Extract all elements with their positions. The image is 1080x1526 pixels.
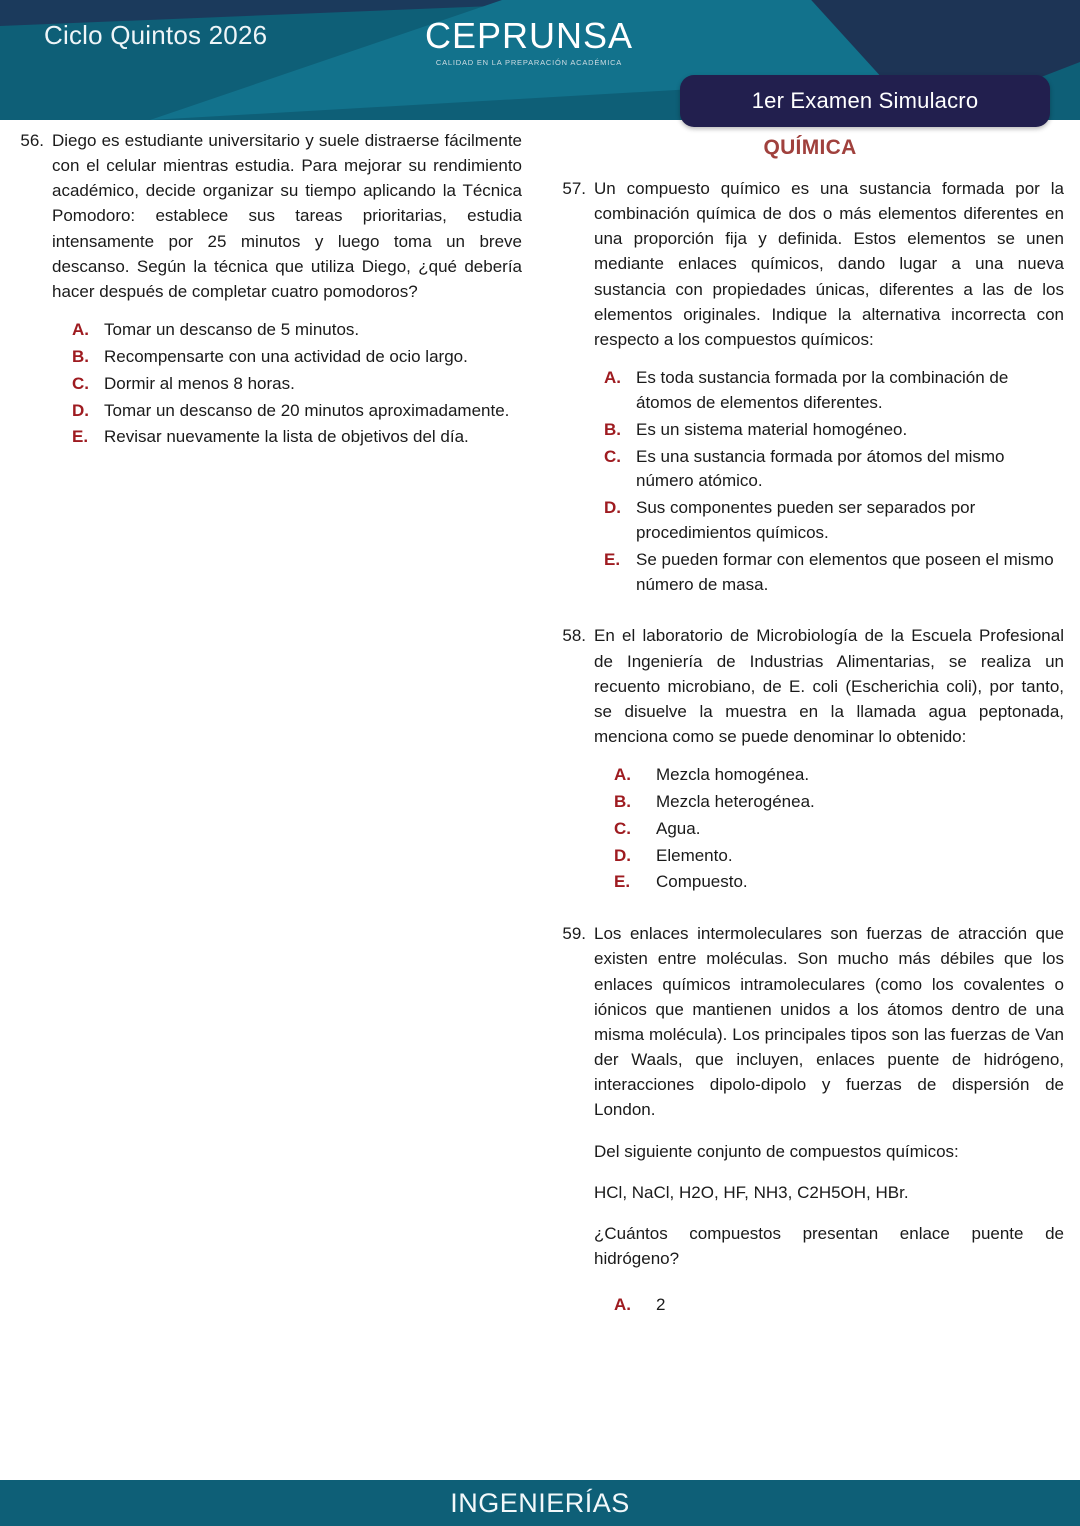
option-text: Revisar nuevamente la lista de objetivos del día. xyxy=(104,427,469,447)
option-text: Tomar un descanso de 20 minutos aproximadamente. xyxy=(104,400,510,420)
option-letter: A. xyxy=(604,368,621,388)
option-letter: B. xyxy=(72,346,89,366)
option-text: Dormir al menos 8 horas. xyxy=(104,373,295,393)
question-58 xyxy=(556,623,1064,749)
subject-heading-quimica: QUÍMICA xyxy=(763,136,857,159)
question-number: 57. xyxy=(562,179,586,198)
question-number: 59. xyxy=(562,924,586,944)
option-item[interactable] xyxy=(72,345,522,370)
option-item[interactable] xyxy=(604,445,1064,495)
option-letter: A. xyxy=(72,320,89,340)
question-text: Los enlaces intermoleculares son fuerzas de atracción que existen entre moléculas. Son mucho más débiles que los enlaces químicos intramoleculares (como los covalentes o iónicos que mantienen unidos a los átomos dentro de una misma molécula). Los principales tipos son las fuerzas de Van der Waals, que incluyen, enlaces puente de hidrógeno, interacciones dipolo-dipolo y fuerzas de dispersión de London. xyxy=(594,924,1064,1120)
question-text: Un compuesto químico es una sustancia formada por la combinación química de dos o más elementos diferentes en una proporción fija y definida. Estos elementos se unen mediante enlaces químicos, dando lugar a una nueva sustancia con propiedades únicas, diferentes a las de los elementos originales. Indique la alternativa incorrecta con respecto a los compuestos químicos: xyxy=(594,179,1064,349)
option-text: Tomar un descanso de 5 minutos. xyxy=(104,320,360,340)
option-text: Es un sistema material homogéneo. xyxy=(636,419,908,439)
option-letter: C. xyxy=(614,818,631,838)
option-letter: E. xyxy=(604,549,621,569)
options-59 xyxy=(614,1293,1064,1318)
option-text: Sus componentes pueden ser separados por procedimientos químicos. xyxy=(636,498,976,542)
option-letter: B. xyxy=(604,419,621,439)
option-item[interactable] xyxy=(604,496,1064,546)
option-letter: A. xyxy=(614,765,631,785)
logo-wordmark: CEPRUNSA xyxy=(424,15,634,56)
option-item[interactable] xyxy=(604,548,1064,598)
option-letter: A. xyxy=(614,1295,631,1315)
question-59 xyxy=(556,921,1064,1122)
exam-content xyxy=(0,128,1080,1476)
question-text: Diego es estudiante universitario y suele distraerse fácilmente con el celular mientras estudia. Para mejorar su rendimiento académico, decide organizar su tiempo aplicando la Técnica Pomodoro: establece sus tareas prioritarias, estudia intensamente por 25 minutos y luego toma un breve descanso. Según la técnica que utiliza Diego, ¿qué debería hacer después de completar cuatro pomodoros? xyxy=(52,131,522,301)
logo-tagline: CALIDAD EN LA PREPARACIÓN ACADÉMICA xyxy=(435,58,623,67)
option-text: Es una sustancia formada por átomos del mismo número atómico. xyxy=(636,446,1005,491)
option-letter: D. xyxy=(72,400,89,420)
option-item[interactable] xyxy=(614,870,1064,895)
question-56 xyxy=(14,128,522,304)
option-letter: E. xyxy=(72,427,89,447)
option-item[interactable] xyxy=(72,425,522,450)
option-item[interactable] xyxy=(614,1293,1064,1318)
footer-label: INGENIERÍAS xyxy=(450,1487,630,1518)
exam-title-badge xyxy=(680,75,1050,127)
question-number: 56. xyxy=(20,131,44,150)
option-item[interactable] xyxy=(72,399,522,424)
option-item[interactable] xyxy=(614,790,1064,815)
question-text: En el laboratorio de Microbiología de la Escuela Profesional de Ingeniería de Industrias Alimentarias, se realiza un recuento microbiano, de E. coli (Escherichia coli), por tanto, se disuelve la muestra en la llamada agua peptonada, menciona como se puede denominar lo obtenido: xyxy=(594,626,1064,747)
option-letter: C. xyxy=(72,373,89,393)
left-column xyxy=(14,128,522,476)
option-item[interactable] xyxy=(72,318,522,343)
options-57 xyxy=(604,366,1064,597)
ceprunsa-logo xyxy=(424,15,634,67)
option-text: Mezcla heterogénea. xyxy=(656,792,815,811)
option-item[interactable] xyxy=(614,844,1064,869)
option-letter: D. xyxy=(614,845,631,865)
option-item[interactable] xyxy=(614,763,1064,788)
question-59-prompt: ¿Cuántos compuestos presentan enlace puente de hidrógeno? xyxy=(594,1223,1064,1268)
option-text: Recompensarte con una actividad de ocio largo. xyxy=(104,346,468,366)
option-letter: D. xyxy=(604,498,621,518)
question-59-intro: Del siguiente conjunto de compuestos químicos: xyxy=(594,1141,959,1161)
options-56 xyxy=(72,318,522,450)
option-text: 2 xyxy=(656,1295,666,1315)
option-item[interactable] xyxy=(604,418,1064,443)
question-number: 58. xyxy=(562,626,586,646)
cycle-title: Ciclo Quintos 2026 xyxy=(44,20,268,50)
question-59-compound-list: HCl, NaCl, H2O, HF, NH3, C2H5OH, HBr. xyxy=(594,1182,909,1202)
option-text: Agua. xyxy=(656,818,701,838)
option-letter: E. xyxy=(614,872,631,892)
option-item[interactable] xyxy=(72,372,522,397)
option-text: Es toda sustancia formada por la combinación de átomos de elementos diferentes. xyxy=(636,368,1009,412)
option-letter: C. xyxy=(604,446,621,466)
option-text: Compuesto. xyxy=(656,872,748,892)
right-column xyxy=(556,128,1064,1344)
options-58 xyxy=(614,763,1064,895)
exam-title-label: 1er Examen Simulacro xyxy=(751,88,979,113)
option-text: Se pueden formar con elementos que poseen el mismo número de masa. xyxy=(636,549,1054,594)
page-footer xyxy=(0,1480,1080,1526)
option-text: Mezcla homogénea. xyxy=(656,765,810,785)
option-letter: B. xyxy=(614,792,631,811)
option-item[interactable] xyxy=(604,366,1064,416)
question-57 xyxy=(556,176,1064,352)
option-item[interactable] xyxy=(614,817,1064,842)
option-text: Elemento. xyxy=(656,845,733,865)
